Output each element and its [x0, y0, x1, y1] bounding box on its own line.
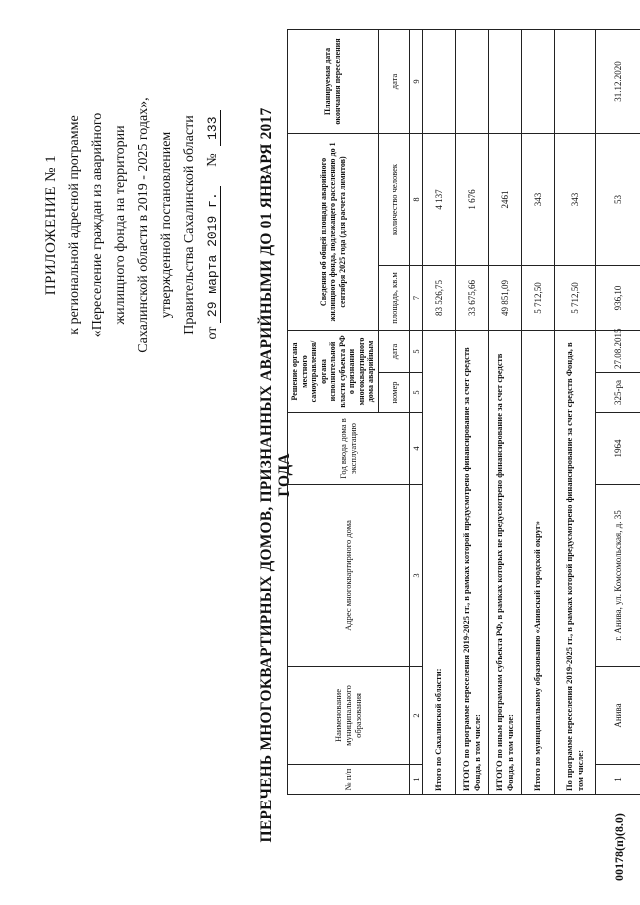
column-number: 3 [409, 485, 422, 667]
summary-empty-cell [521, 29, 554, 133]
summary-row [455, 29, 488, 794]
header-year: Год ввода дома в эксплуатацию [288, 413, 410, 485]
summary-row [554, 29, 595, 794]
header-num: № п/п [288, 765, 410, 795]
summary-empty-cell [422, 29, 455, 133]
column-numbers-row [409, 29, 422, 794]
header-decision: Решение органа местного самоуправления/органа исполнительной власти субъекта РФ о признании многоквартирного дома аварийным [288, 330, 379, 412]
summary-label: ИТОГО по программе переселения 2019-2025 гг., в рамках которой предусмотрено финансирование за счет средств Фонда, в том числе: [455, 330, 488, 794]
approval-block [40, 60, 224, 390]
approval-line: Правительства Сахалинской области [182, 115, 197, 335]
header-planned-date: дата [378, 29, 409, 133]
summary-area: 83 526,75 [422, 265, 455, 330]
approval-number: 133 [205, 110, 221, 145]
summary-area: 49 851,09 [488, 265, 521, 330]
date-prefix: от [205, 326, 220, 340]
column-number: 1 [409, 765, 422, 795]
summary-people: 1 676 [455, 133, 488, 265]
row-municipality: Анива [595, 667, 640, 765]
document-title: ПЕРЕЧЕНЬ МНОГОКВАРТИРНЫХ ДОМОВ, ПРИЗНАННЫХ АВАРИЙНЫМИ ДО 01 ЯНВАРЯ 2017 ГОДА [258, 107, 293, 843]
summary-empty-cell [455, 29, 488, 133]
column-number: 4 [409, 413, 422, 485]
header-area-info: Сведения об общей площади аварийного жилищного фонда, подлежащего расселению до 1 сентября 2025 года (для расчета лимитов) [288, 133, 379, 330]
document-code: 00178(п)(8.0) [612, 813, 626, 881]
header-area-sqm: площадь, кв.м [378, 265, 409, 330]
row-area: 936,10 [595, 265, 640, 330]
summary-area: 5 712,50 [554, 265, 595, 330]
approval-line: к региональной адресной программе [67, 115, 82, 335]
approval-line: утвержденной постановлением [159, 131, 174, 319]
column-number: 8 [409, 133, 422, 265]
row-planned-date: 31.12.2020 [595, 29, 640, 133]
column-number: 2 [409, 667, 422, 765]
appendix-title: ПРИЛОЖЕНИЕ № 1 [43, 154, 59, 296]
header-decision-number: номер [378, 373, 409, 413]
summary-row [422, 29, 455, 794]
header-planned: Планируемая дата окончания переселения [288, 29, 379, 133]
approval-date: 29 марта 2019 г. [205, 186, 221, 323]
column-number: 5 [409, 373, 422, 413]
approval-line: жилищного фонда на территории [113, 125, 128, 325]
header-address: Адрес многоквартирного дома [288, 485, 410, 667]
row-address: г. Анива, ул. Комсомольская, д. 35 [595, 485, 640, 667]
table-row [595, 29, 640, 794]
column-number: 5 [409, 330, 422, 372]
number-label: № [205, 153, 220, 167]
approval-date-line [201, 60, 224, 390]
row-decision-date: 27.08.2015 [595, 330, 640, 372]
summary-people: 2461 [488, 133, 521, 265]
approval-line: «Переселение граждан из аварийного [90, 112, 105, 338]
summary-label: ИТОГО по иным программам субъекта РФ, в рамках которых не предусмотрено финансирование за счет средств Фонда, в том числе: [488, 330, 521, 794]
summary-people: 4 137 [422, 133, 455, 265]
summary-people: 343 [521, 133, 554, 265]
row-people: 53 [595, 133, 640, 265]
summary-label: Итого по муниципальному образованию «Анивский городской округ» [521, 330, 554, 794]
row-year: 1964 [595, 413, 640, 485]
header-municipality: Наименование муниципального образования [288, 667, 410, 765]
column-number: 9 [409, 29, 422, 133]
summary-area: 5 712,50 [521, 265, 554, 330]
row-decision-number: 325-ра [595, 373, 640, 413]
header-decision-date: дата [378, 330, 409, 372]
header-people: количество человек [378, 133, 409, 265]
summary-label: Итого по Сахалинской области: [422, 330, 455, 794]
summary-row [488, 29, 521, 794]
column-number: 7 [409, 265, 422, 330]
summary-people: 343 [554, 133, 595, 265]
summary-label: По программе переселения 2019-2025 гг., в рамках которой предусмотрено финансирование за счет средств Фонда, в том числе: [554, 330, 595, 794]
summary-empty-cell [554, 29, 595, 133]
row-num: 1 [595, 765, 640, 795]
approval-line: Сахалинской области в 2019 - 2025 годах», [136, 97, 151, 353]
summary-area: 33 675,66 [455, 265, 488, 330]
summary-row [521, 29, 554, 794]
buildings-table [287, 29, 640, 795]
summary-empty-cell [488, 29, 521, 133]
